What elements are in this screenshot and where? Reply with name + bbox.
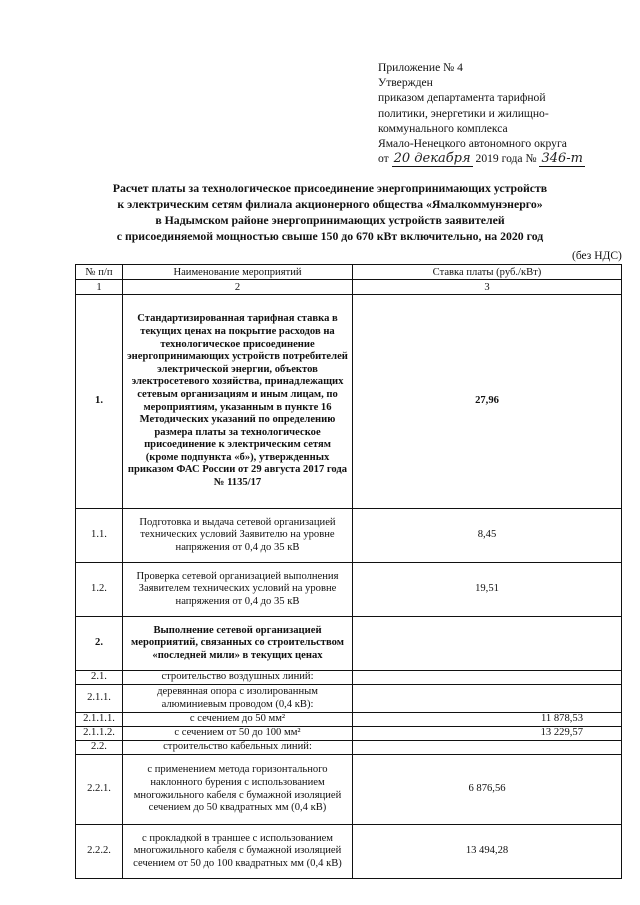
approval-line-4: политики, энергетики и жилищно- (378, 106, 549, 120)
row-rate (353, 671, 622, 685)
row-rate (353, 617, 622, 671)
handwritten-order-number: 346-т (541, 151, 583, 167)
row-description: с применением метода горизонтального наклонного бурения с использованием многожильного кабеля с бумажной изоляцией сечением до 50 квадратных мм (0,4 кВ) (123, 755, 353, 825)
row-rate: 13 229,57 (353, 727, 622, 741)
table-row (76, 713, 622, 727)
approval-line-5: коммунального комплекса (378, 121, 508, 135)
header-number: № п/п (76, 265, 123, 280)
document-title (40, 180, 620, 244)
row-number: 2. (76, 617, 123, 671)
row-number: 2.1. (76, 671, 123, 685)
row-number: 2.2.1. (76, 755, 123, 825)
table-row (76, 563, 622, 617)
year-text: 2019 года № (475, 152, 537, 166)
approved-label: Утвержден (378, 76, 433, 90)
row-rate: 19,51 (353, 563, 622, 617)
title-line-1: Расчет платы за технологическое присоединение энергопринимающих устройств (112, 181, 548, 195)
table-row (76, 671, 622, 685)
row-description: с прокладкой в траншее с использованием многожильного кабеля с бумажной изоляцией сечением от 50 до 100 квадратных мм (0,4 кВ) (123, 825, 353, 879)
row-number: 2.1.1. (76, 685, 123, 713)
title-line-4: с присоединяемой мощностью свыше 150 до 670 кВт включительно, на 2020 год (116, 229, 544, 243)
row-rate: 13 494,28 (353, 825, 622, 879)
table-row (76, 509, 622, 563)
date-prefix: от (378, 152, 389, 166)
row-rate: 11 878,53 (353, 713, 622, 727)
row-description: строительство кабельных линий: (123, 741, 353, 755)
row-rate: 8,45 (353, 509, 622, 563)
table-header-row (76, 265, 622, 280)
table-row (76, 727, 622, 741)
table-row (76, 617, 622, 671)
handwritten-date: 20 декабря (393, 151, 471, 167)
table-row (76, 295, 622, 509)
row-rate: 6 876,56 (353, 755, 622, 825)
row-number: 2.2.2. (76, 825, 123, 879)
col-number-2: 2 (123, 280, 353, 295)
title-line-3: в Надымском районе энергопринимающих устройств заявителей (155, 213, 505, 227)
title-line-2: к электрическим сетям филиала акционерного общества «Ямалкоммунэнерго» (117, 197, 543, 211)
row-description: Проверка сетевой организацией выполнения Заявителем технических условий на уровне напряжения от 0,4 до 35 кВ (123, 563, 353, 617)
row-number: 1.1. (76, 509, 123, 563)
approval-line-3: приказом департамента тарифной (378, 91, 546, 105)
approval-line-6: Ямало-Ненецкого автономного округа (378, 137, 567, 151)
col-number-3: 3 (353, 280, 622, 295)
row-description: Подготовка и выдача сетевой организацией технических условий Заявителю на уровне напряжения от 0,4 до 35 кВ (123, 509, 353, 563)
vat-note: (без НДС) (572, 250, 622, 262)
row-number: 1.2. (76, 563, 123, 617)
row-rate (353, 741, 622, 755)
header-rate: Ставка платы (руб./кВт) (353, 265, 622, 280)
appendix-label: Приложение № 4 (378, 61, 463, 74)
row-description: деревянная опора с изолированным алюминиевым проводом (0,4 кВ): (123, 685, 353, 713)
row-number: 1. (76, 295, 123, 509)
row-description: с сечением до 50 мм² (123, 713, 353, 727)
row-description: Стандартизированная тарифная ставка в текущих ценах на покрытие расходов на технологическое присоединение энергопринимающих устройств потребителей электрической энергии, объектов электросетевого хозяйства, принадлежащих сетевым организациям и иным лицам, по мероприятиям, указанным в пункте 16 Методических указаний по определению размера платы за технологическое присоединение к электрическим сетям (кроме подпункта «б»), утвержденных приказом ФАС России от 29 августа 2017 года № 1135/17 (123, 295, 353, 509)
row-number: 2.1.1.1. (76, 713, 123, 727)
approval-block (378, 60, 628, 166)
row-number: 2.1.1.2. (76, 727, 123, 741)
column-number-row (76, 280, 622, 295)
table-row (76, 825, 622, 879)
table-row (76, 685, 622, 713)
row-rate (353, 685, 622, 713)
row-description: с сечением от 50 до 100 мм² (123, 727, 353, 741)
row-number: 2.2. (76, 741, 123, 755)
row-description: Выполнение сетевой организацией мероприятий, связанных со строительством «последней мили» в текущих ценах (123, 617, 353, 671)
row-description: строительство воздушных линий: (123, 671, 353, 685)
row-rate: 27,96 (353, 295, 622, 509)
header-name: Наименование мероприятий (123, 265, 353, 280)
table-row (76, 755, 622, 825)
approval-date-line (378, 151, 628, 166)
table-row (76, 741, 622, 755)
col-number-1: 1 (76, 280, 123, 295)
rates-table (75, 264, 622, 879)
